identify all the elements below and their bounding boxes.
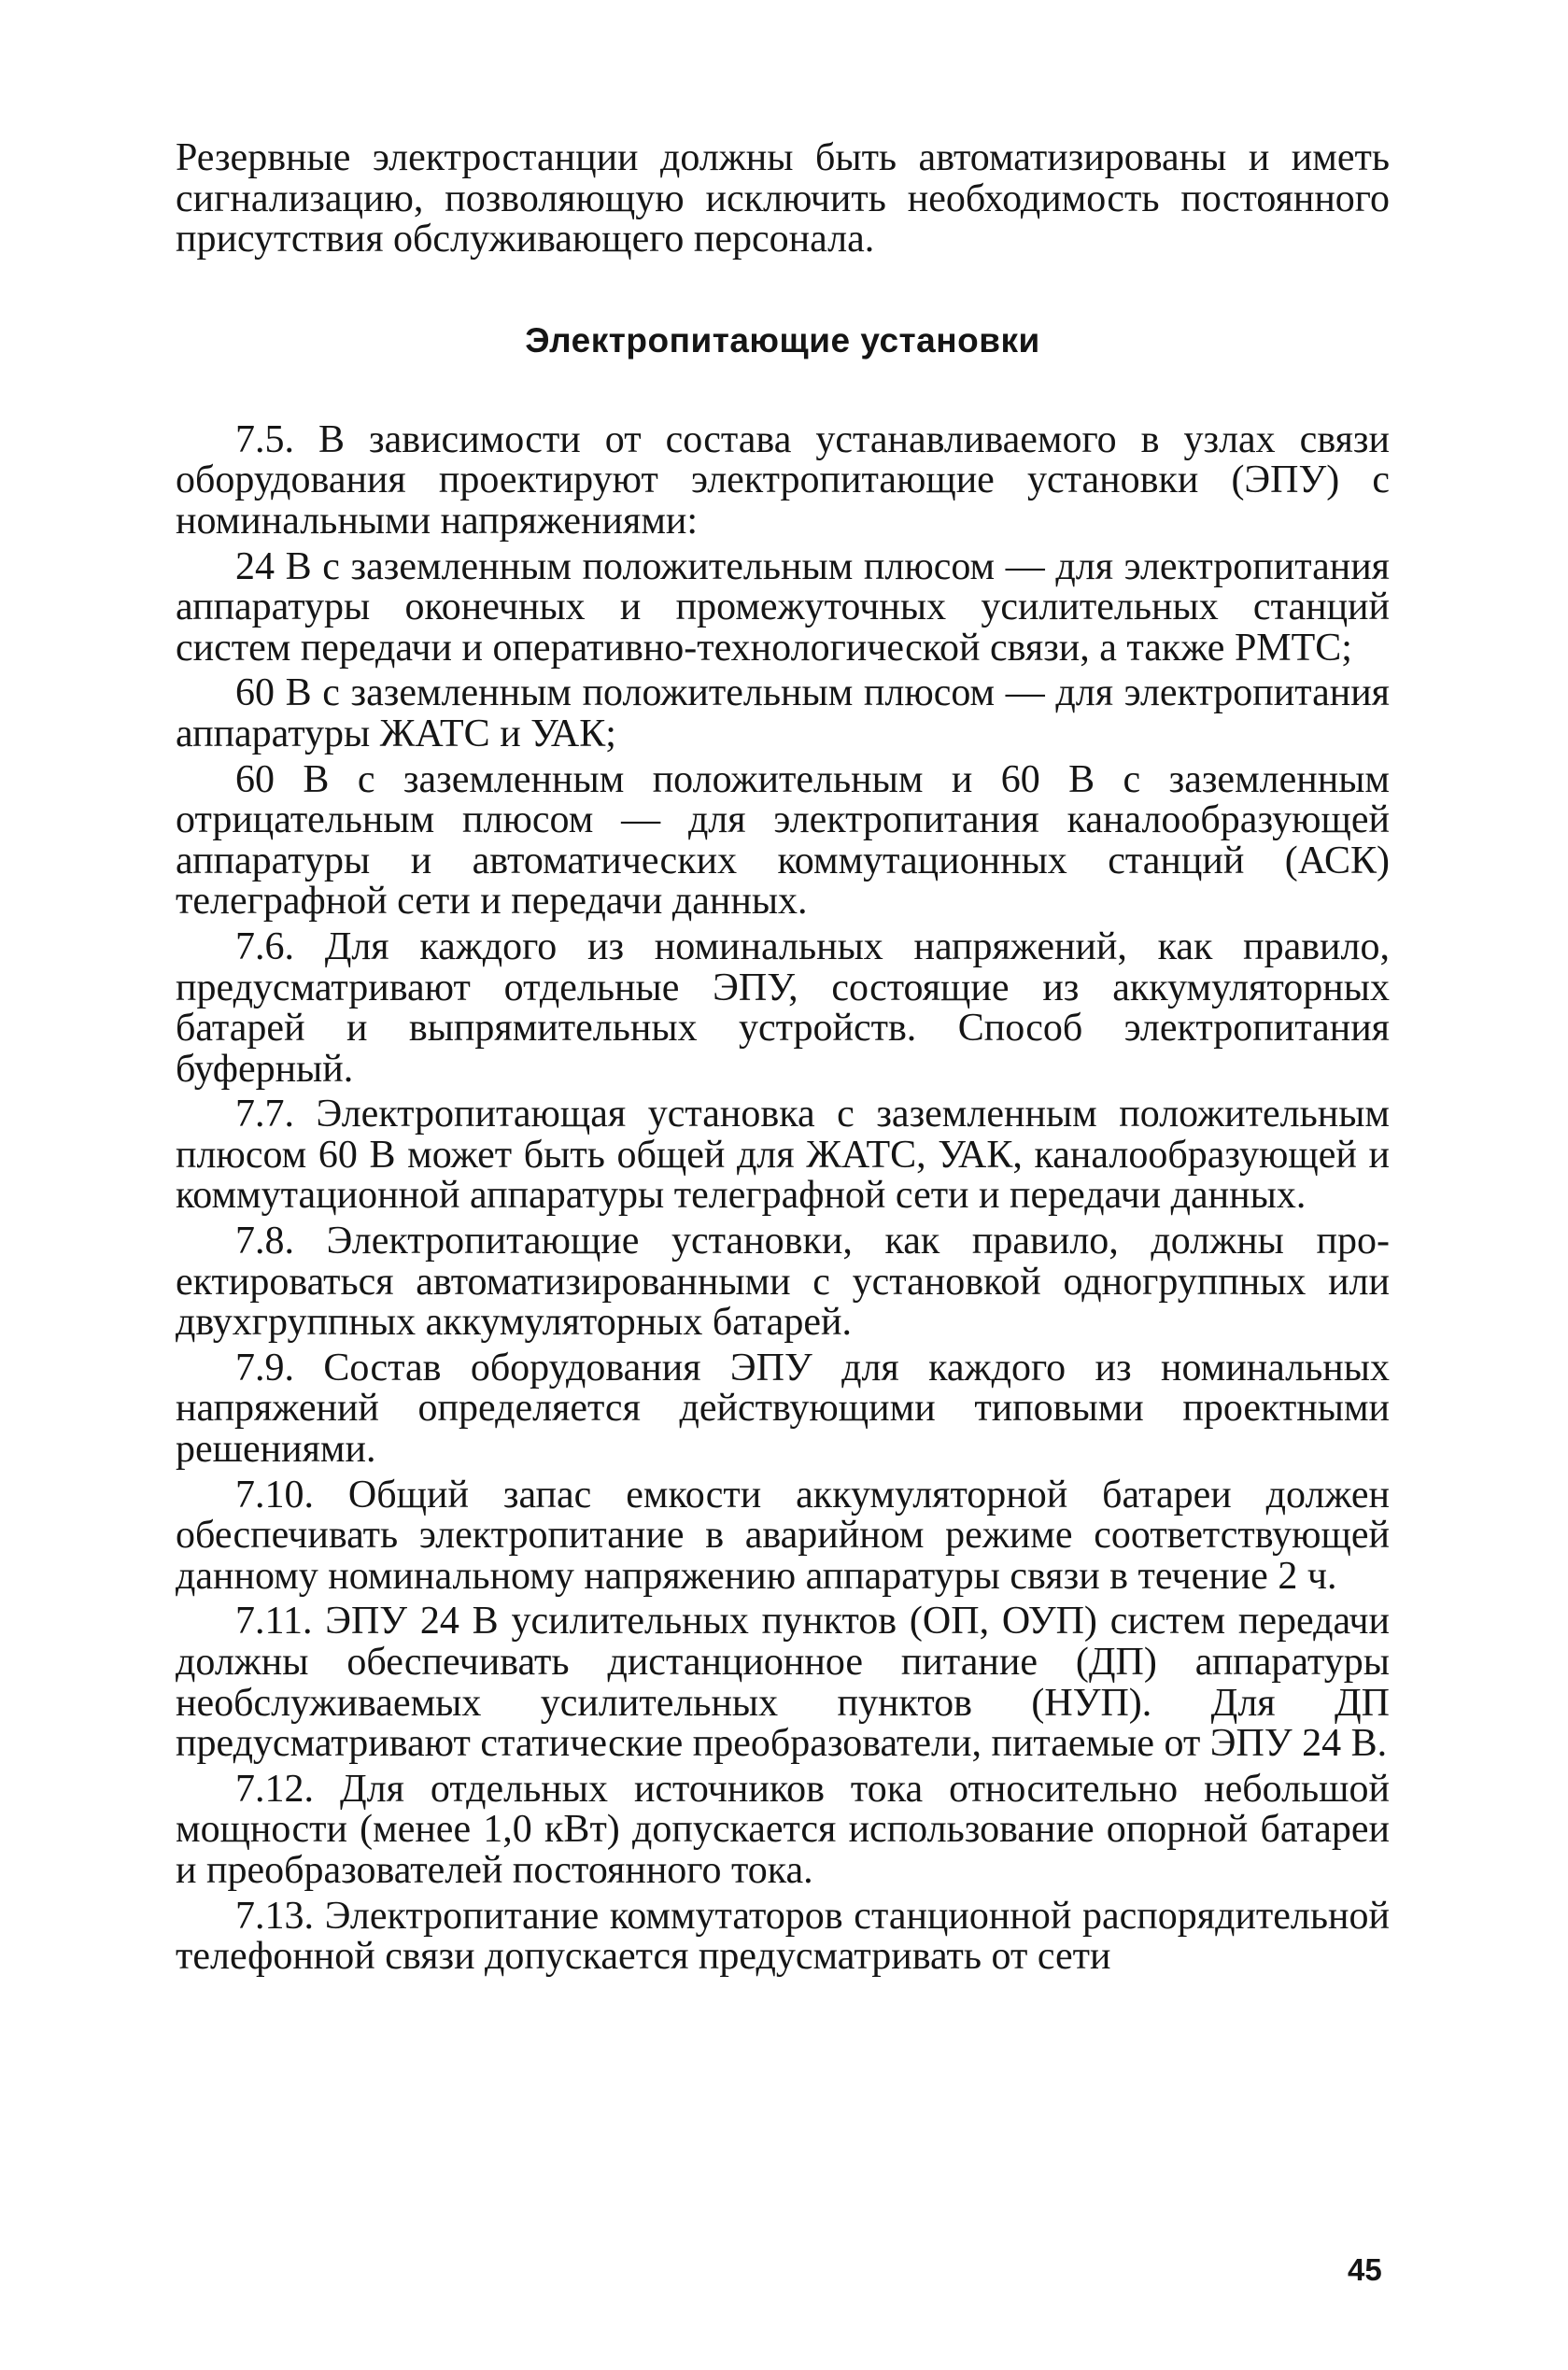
page-number: 45 bbox=[1348, 2252, 1382, 2287]
clause-7-8: 7.8. Электропитающие установки, как правило, должны проектироваться автоматизированными с установкой одногруппных или двухгруппных аккумуляторных батарей. bbox=[176, 1220, 1390, 1345]
voltage-60v-both-item: 60 В с заземленным положительным и 60 В с заземленным отрицательным плюсом — для электропитания каналообразующей аппаратуры и автоматических коммутационных станций (АСК) телеграфной сети и передачи данных. bbox=[176, 757, 1390, 924]
section-heading: Электропитающие установки bbox=[525, 320, 1040, 360]
clause-7-13: 7.13. Электропитание коммутаторов станционной распорядительной телефонной связи допускается предусматривать от сети bbox=[176, 1894, 1390, 1979]
intro-paragraph: Резервные электростанции должны быть автоматизированы и иметь сигнализацию, позволяющую исключить необходимость постоянного присутствия обслуживающего персонала. bbox=[176, 136, 1390, 261]
clause-7-9: 7.9. Состав оборудования ЭПУ для каждого из номинальных напряжений определяется действующими типовыми проектными решениями. bbox=[176, 1346, 1390, 1472]
clause-7-12: 7.12. Для отдельных источников тока относительно небольшой мощности (менее 1,0 кВт) допускается использование опорной батареи и преобразователей постоянного тока. bbox=[176, 1767, 1390, 1892]
clause-7-10: 7.10. Общий запас емкости аккумуляторной батареи должен обеспечивать электропитание в аварийном режиме соответствующей данному номинальному напряжению аппаратуры связи в течение 2 ч. bbox=[176, 1473, 1390, 1598]
clause-7-6: 7.6. Для каждого из номинальных напряжений, как правило, предусматривают отдельные ЭПУ, состоящие из аккумуляторных батарей и выпрямительных устройств. Способ электропитания буферный. bbox=[176, 924, 1390, 1091]
spacer bbox=[176, 261, 1390, 321]
clause-7-5: 7.5. В зависимости от состава устанавливаемого в узлах связи оборудования проектируют электропитающие установки (ЭПУ) с номинальными напряжениями: bbox=[176, 417, 1390, 543]
spacer bbox=[176, 360, 1390, 420]
clause-7-11: 7.11. ЭПУ 24 В усилительных пунктов (ОП, ОУП) систем передачи должны обеспечивать дистанционное питание (ДП) аппаратуры необслуживаемых усилительных пунктов (НУП). Для ДП предусматривают статические преобразователи, питаемые от ЭПУ 24 В. bbox=[176, 1600, 1390, 1766]
clause-7-7: 7.7. Электропитающая установка с заземленным положительным плюсом 60 В может быть общей для ЖАТС, УАК, каналообразующей и коммутационной аппаратуры телеграфной сети и передачи данных. bbox=[176, 1093, 1390, 1218]
body-text bbox=[176, 138, 1390, 1978]
voltage-60v-positive-item: 60 В с заземленным положительным плюсом — для электропитания аппаратуры ЖАТС и УАК; bbox=[176, 671, 1390, 755]
voltage-24v-item: 24 В с заземленным положительным плюсом — для электропитания аппаратуры оконечных и промежуточных усилительных станций систем передачи и оперативно-технологической связи, а также РМТС; bbox=[176, 544, 1390, 670]
